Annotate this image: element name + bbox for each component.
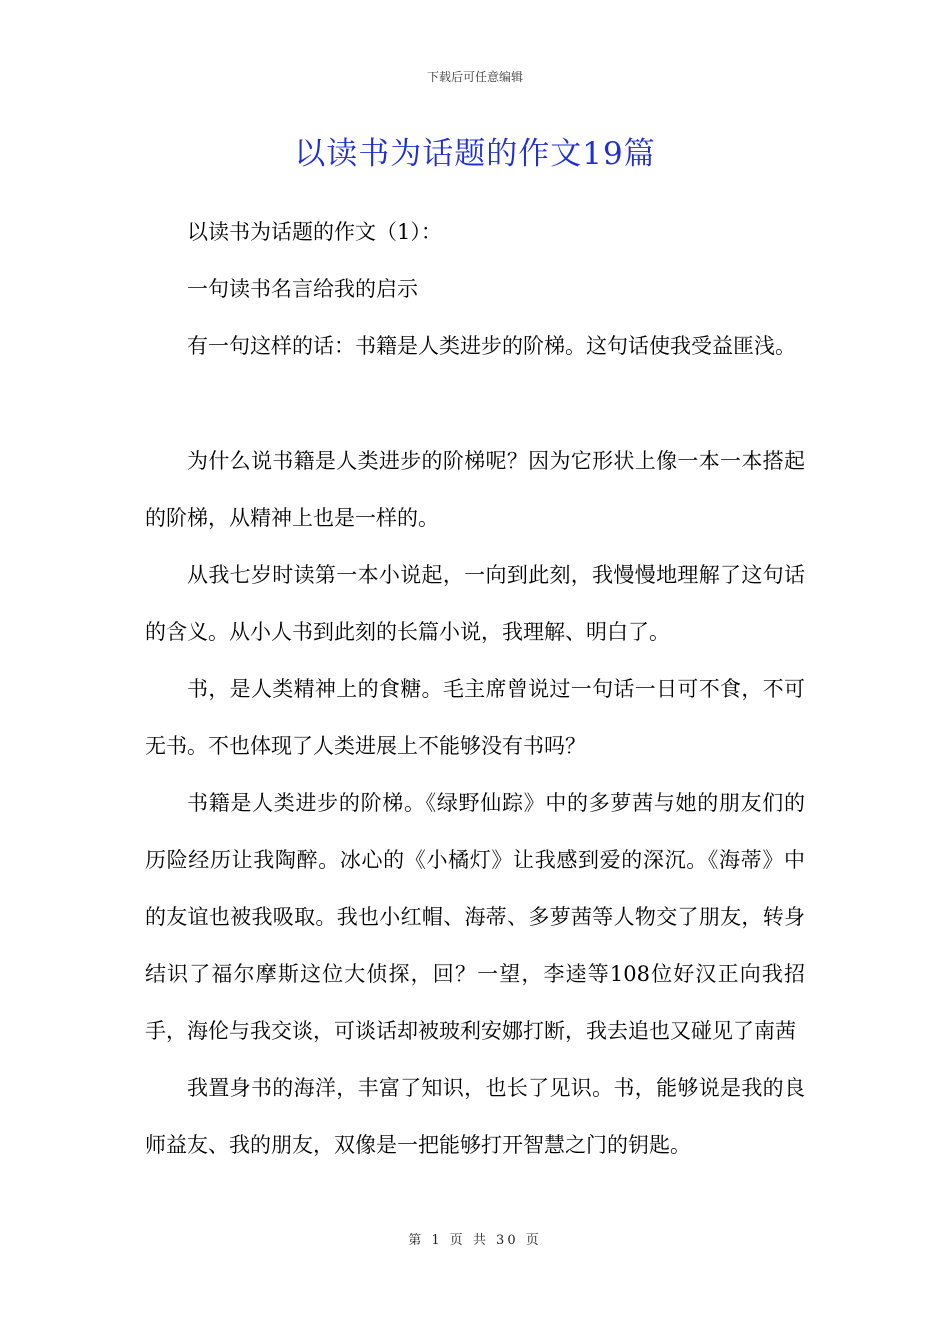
paragraph: 我置身书的海洋，丰富了知识，也长了见识。书，能够说是我的良师益友、我的朋友，双像是一把能够打开智慧之门的钥匙。 xyxy=(145,1076,805,1157)
document-title: 以读书为话题的作文19篇 xyxy=(294,136,656,172)
document-body xyxy=(145,204,805,1174)
paragraph: 一句读书名言给我的启示 xyxy=(187,277,418,301)
paragraph: 以读书为话题的作文（1）： xyxy=(187,220,442,244)
paragraph: 有一句这样的话：书籍是人类进步的阶梯。这句话使我受益匪浅。 xyxy=(187,334,796,358)
paragraph: 书，是人类精神上的食糖。毛主席曾说过一句话一日可不食，不可无书。不也体现了人类进展上不能够没有书吗？ xyxy=(145,677,805,758)
header-note: 下载后可任意编辑 xyxy=(426,70,523,84)
page-footer: 第 1 页 共 30 页 xyxy=(408,1233,542,1248)
paragraph: 为什么说书籍是人类进步的阶梯呢？因为它形状上像一本一本搭起的阶梯，从精神上也是一样的。 xyxy=(145,449,805,530)
paragraph: 从我七岁时读第一本小说起，一向到此刻，我慢慢地理解了这句话的含义。从小人书到此刻的长篇小说，我理解、明白了。 xyxy=(145,563,805,644)
paragraph: 书籍是人类进步的阶梯。《绿野仙踪》中的多萝茜与她的朋友们的历险经历让我陶醉。冰心的《小橘灯》让我感到爱的深沉。《海蒂》中的友谊也被我吸取。我也小红帽、海蒂、多萝茜等人物交了朋友，转身结识了福尔摩斯这位大侦探，回？一望，李逵等108位好汉正向我招手，海伦与我交谈，可谈话却被玻利安娜打断，我去追也又碰见了南茜 xyxy=(145,791,805,1043)
